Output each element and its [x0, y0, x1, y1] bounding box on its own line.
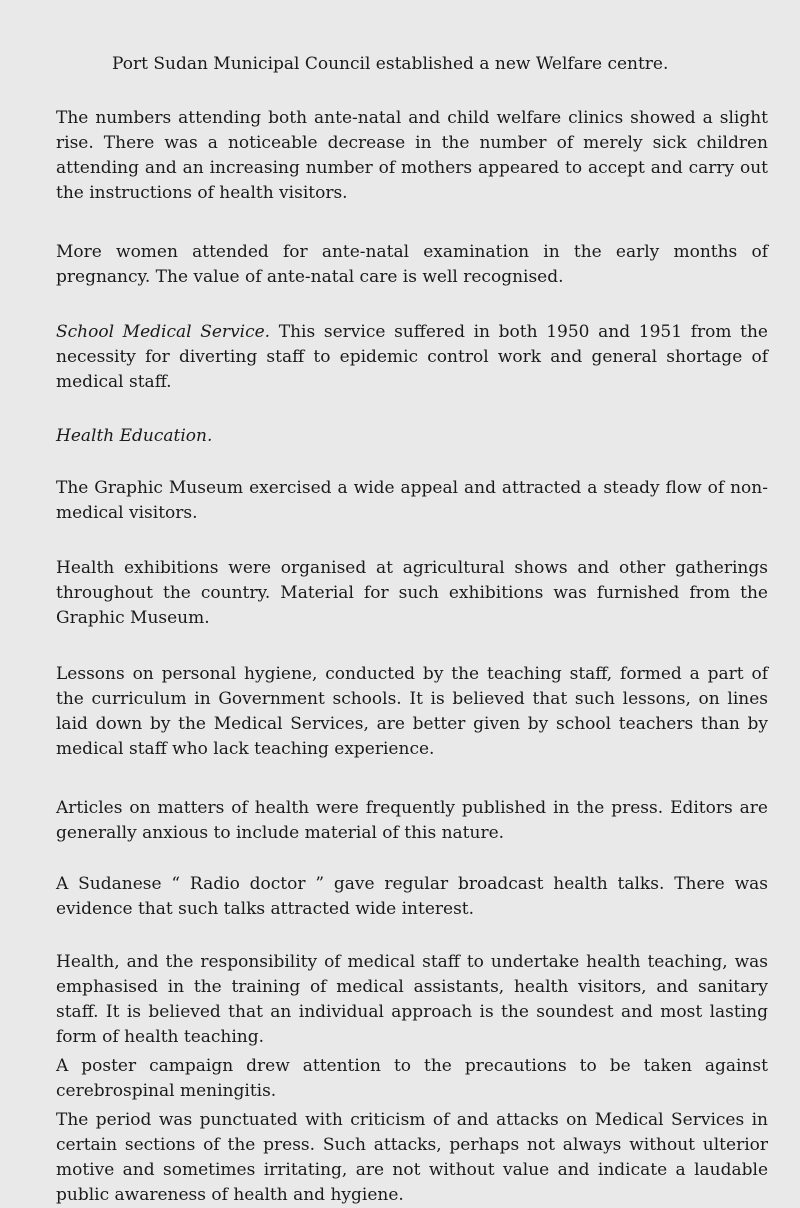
paragraph-ante-natal: More women attended for ante-natal examination in the early months of pregnancy. The value of ante-natal care is well recognised. — [56, 242, 768, 287]
school-medical-service-heading: School Medical Service. — [56, 322, 271, 342]
heading-health-education: Health Education. — [56, 426, 213, 446]
paragraph-press-criticism: The period was punctuated with criticism of and attacks on Medical Services in certain sections of the press. Such attacks, perhaps not always without ulterior motive and sometimes irritating, are not without value and indicate a laudable public awareness of health and hygiene. — [56, 1110, 768, 1205]
paragraph-clinic-attendance: The numbers attending both ante-natal and child welfare clinics showed a slight rise. There was a noticeable decrease in the number of merely sick children attending and an increasing number of mothers appeared to accept and carry out the instructions of health visitors. — [56, 108, 768, 203]
paragraph-welfare-centre: Port Sudan Municipal Council established a new Welfare centre. — [112, 54, 669, 74]
paragraph-school-medical-service — [56, 320, 768, 395]
paragraph-personal-hygiene-lessons: Lessons on personal hygiene, conducted by the teaching staff, formed a part of the curriculum in Government schools. It is believed that such lessons, on lines laid down by the Medical Services, are better given by school teachers than by medical staff who lack teaching experience. — [56, 664, 768, 759]
paragraph-health-exhibitions: Health exhibitions were organised at agricultural shows and other gatherings throughout the country. Material for such exhibitions was furnished from the Graphic Museum. — [56, 558, 768, 628]
paragraph-poster-campaign: A poster campaign drew attention to the precautions to be taken against cerebrospinal meningitis. — [56, 1056, 768, 1101]
paragraph-radio-doctor: A Sudanese “ Radio doctor ” gave regular broadcast health talks. There was evidence that such talks attracted wide interest. — [56, 874, 768, 919]
paragraph-press-articles: Articles on matters of health were frequently published in the press. Editors are generally anxious to include material of this nature. — [56, 798, 768, 843]
school-medical-service-text: This service suffered in both 1950 and 1951 from the necessity for diverting staff to epidemic control work and general shortage of medical staff. — [56, 322, 768, 392]
paragraph-medical-staff-teaching: Health, and the responsibility of medical staff to undertake health teaching, was emphasised in the training of medical assistants, health visitors, and sanitary staff. It is believed that an individual approach is the soundest and most lasting form of health teaching. — [56, 952, 768, 1047]
paragraph-graphic-museum: The Graphic Museum exercised a wide appeal and attracted a steady flow of non-medical visitors. — [56, 478, 768, 523]
